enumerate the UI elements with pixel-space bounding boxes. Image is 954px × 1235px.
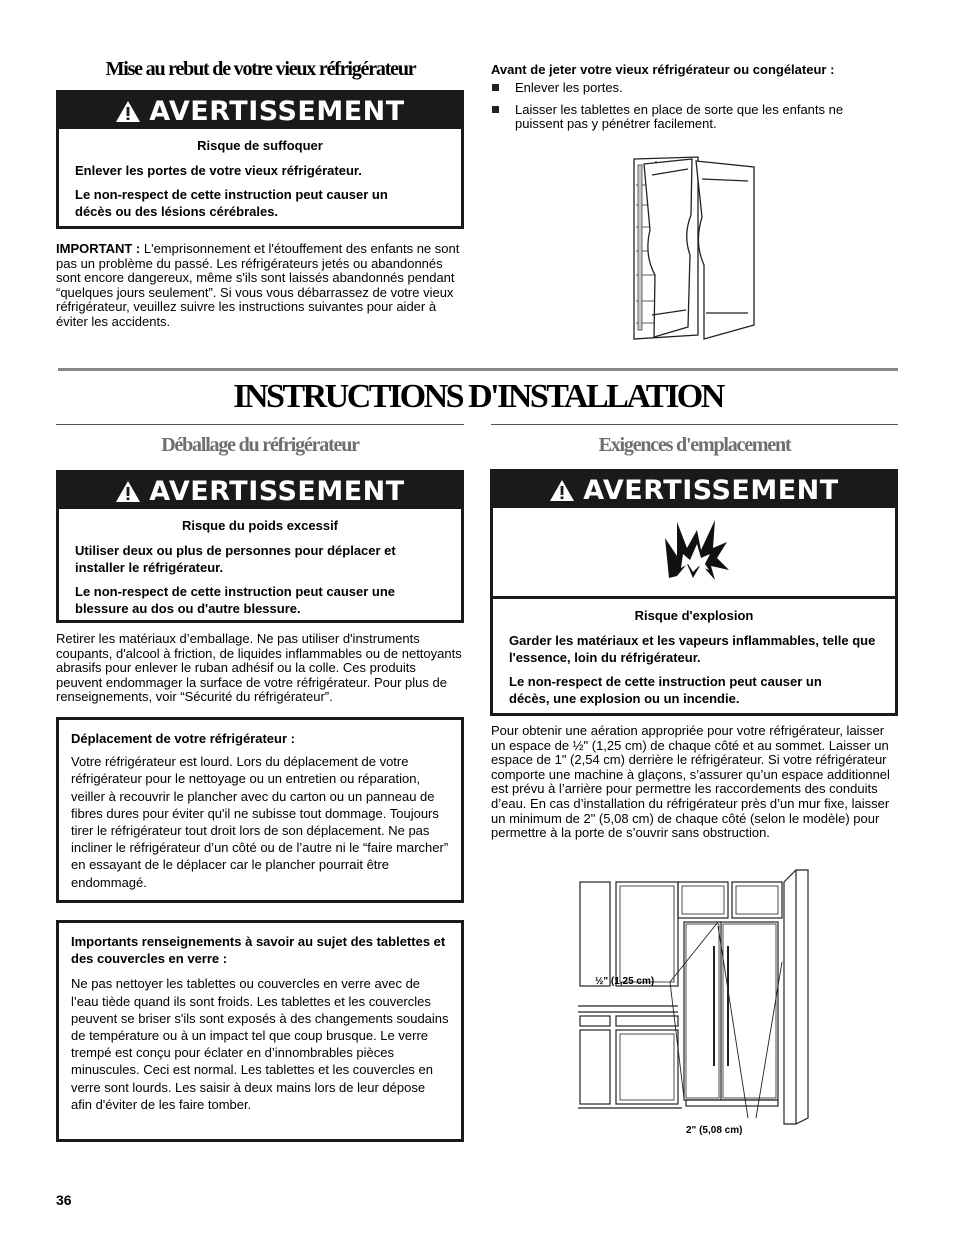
two-inch-clearance-label: 2" (5,08 cm) [686,1125,743,1136]
moving-info-box [56,717,464,903]
disposal-steps-list [491,81,891,139]
warning-header-text: AVERTISSEMENT [583,474,839,506]
main-title: INSTRUCTIONS D'INSTALLATION [233,378,723,415]
warning-triangle-icon [549,479,575,502]
warning-header [493,472,895,508]
shelves-title: Importants renseignements à savoir au sujet des tablettes et des couvercles en verre : [71,934,446,967]
location-title: Exigences d'emplacement [598,434,791,456]
important-text: L'emprisonnement et l'étouffement des enfants ne sont pas un problème du passé. Les réfrigérateurs jetés ou abandonnés sont encore dangereux, même s'ils sont laissés abandonnés pendant “quelques jours seulement”. Si vous vous débarrassez de votre vieux réfrigérateur, veuillez suivre les instructions suivantes pour aider à éviter les accidents. [56,241,460,329]
warning-body [59,129,461,237]
warning-consequence: Le non-respect de cette instruction peut causer un décès, une explosion ou un incendie. [509,674,822,706]
warning-header [59,93,461,129]
warning-risk: Risque du poids excessif [181,518,339,533]
warning-consequence: Le non-respect de cette instruction peut causer une blessure au dos ou d'autre blessure. [75,584,396,616]
warning-risk: Risque de suffoquer [197,138,323,153]
warning-instruction: Garder les matériaux et les vapeurs inflammables, telle que l'essence, loin du réfrigérateur. [509,633,876,665]
weight-warning-box [56,470,464,623]
list-item: Laisser les tablettes en place de sorte que les enfants ne puissent pas y pénétrer facilement. [491,103,891,132]
explosion-icon [663,518,731,582]
warning-body [493,599,895,724]
glass-shelves-info-box [56,920,464,1142]
right-column-rule [491,424,898,425]
left-column-rule [56,424,464,425]
section-divider [58,368,898,371]
before-disposal-title: Avant de jeter votre vieux réfrigérateur ou congélateur : [491,62,835,77]
important-label: IMPORTANT : [56,241,141,256]
important-paragraph [56,242,464,330]
warning-triangle-icon [115,480,141,503]
refrigerator-clearance-diagram [578,866,810,1128]
page-number: 36 [56,1192,72,1208]
warning-instruction: Utiliser deux ou plus de personnes pour déplacer et installer le réfrigérateur. [75,543,396,575]
warning-risk: Risque d'explosion [634,608,754,623]
warning-body [59,509,461,634]
warning-header [59,473,461,509]
warning-instruction: Enlever les portes de votre vieux réfrigérateur. [75,163,362,178]
warning-header-text: AVERTISSEMENT [149,95,405,127]
half-inch-clearance-label: ½" (1,25 cm) [595,976,655,987]
suffocation-warning-box [56,90,464,229]
unpacking-title: Déballage du réfrigérateur [161,434,359,456]
warning-header-text: AVERTISSEMENT [149,475,405,507]
disposal-title: Mise au rebut de votre vieux réfrigérateur [105,58,416,80]
moving-text: Votre réfrigérateur est lourd. Lors du déplacement de votre réfrigérateur pour le nettoyage ou un entretien ou réparation, veiller à recouvrir le plancher avec du carton ou un panneau de fibres dures pour éviter qu'il ne subisse tout dommage. Toujours tirer le réfrigérateur tout droit lors de son déplacement. Ne pas incliner le réfrigérateur d’un côté ou de l’autre ni le “faire marcher” en essayant de le déplacer car le plancher pourrait être endommagé. [71,754,449,890]
warning-consequence: Le non-respect de cette instruction peut causer un décès ou des lésions cérébrales. [75,187,388,219]
moving-title: Déplacement de votre réfrigérateur : [71,731,295,746]
explosion-symbol-area [493,508,895,599]
warning-triangle-icon [115,100,141,123]
list-item: Enlever les portes. [491,81,891,96]
unpacking-paragraph: Retirer les matériaux d’emballage. Ne pas utiliser d'instruments coupants, d'alcool à friction, de liquides inflammables ou de nettoyants abrasifs pour enlever le ruban adhésif ou la colle. Ces produits peuvent endommager la surface de votre réfrigérateur. Pour plus de renseignements, voir “Sécurité du réfrigérateur”. [56,631,462,705]
shelves-text: Ne pas nettoyer les tablettes ou couvercles en verre avec de l’eau tiède quand ils sont froids. Les tablettes et les couvercles peuvent se briser s'ils sont exposés à des changements soudains de température ou à un impact tel que coup brusque. Le verre trempé est conçu pour éclater en d’innombrables pièces minuscules. Ceci est normal. Les tablettes et les couvercles en verre sont lourds. Les saisir à deux mains lors de leur dépose afin d'éviter de les faire tomber. [71,976,449,1112]
location-paragraph: Pour obtenir une aération appropriée pour votre réfrigérateur, laisser un espace de ½" (1,25 cm) de chaque côté et au sommet. Laisser un espace de 1" (2,54 cm) derrière le réfrigérateur. Si votre réfrigérateur comporte une machine à glaçons, s’assurer qu’un espace additionnel est prévu à l’arrière pour permettre les raccordements des conduits d’eau. En cas d’installation du réfrigérateur près d’un mur fixe, laisser un minimum de 2" (5,08 cm) de chaque côté (selon le modèle) pour permettre à la porte de s’ouvrir sans obstruction. [491,723,890,841]
refrigerator-doors-open-illustration [628,155,760,343]
explosion-warning-box [490,469,898,716]
